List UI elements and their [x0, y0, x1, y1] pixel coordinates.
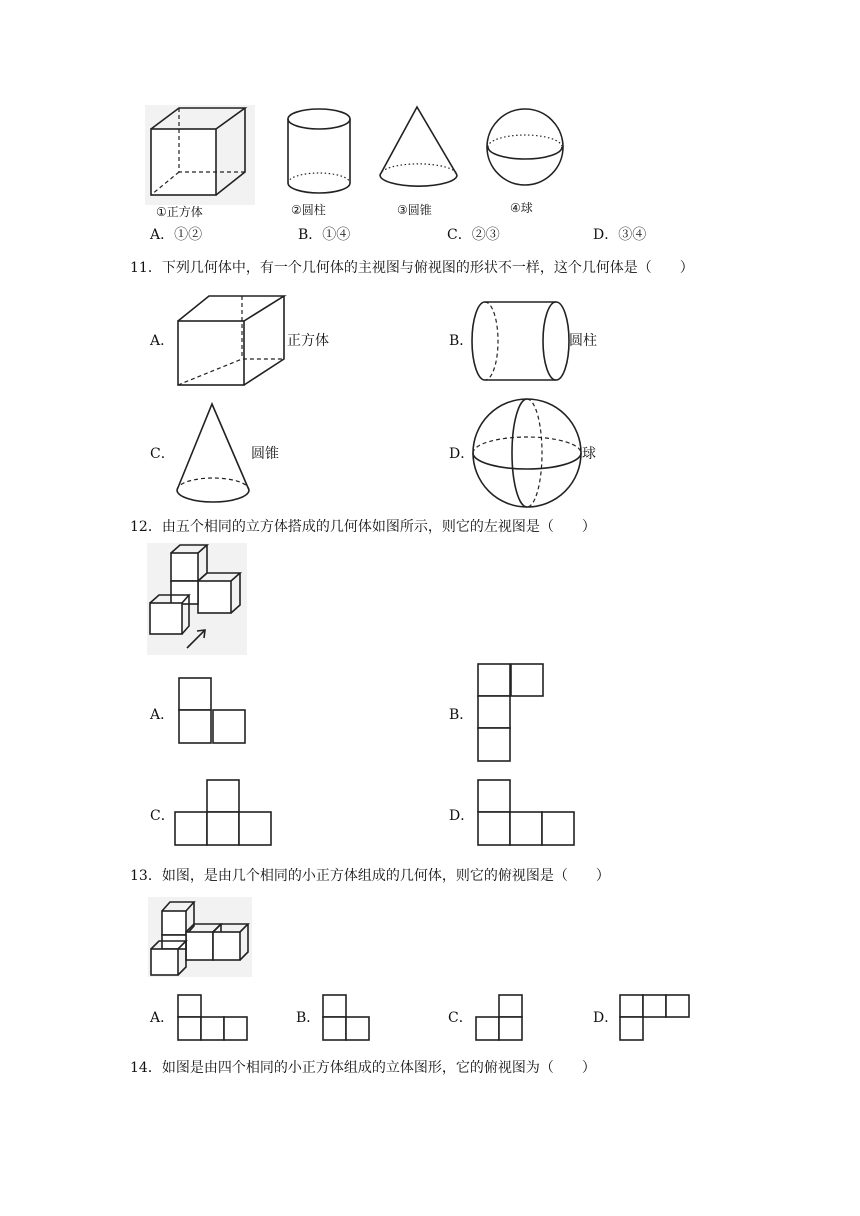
question-13-text: 13．如图，是由几个相同的小正方体组成的几何体，则它的俯视图是（ ） [130, 868, 610, 884]
q13-option-d-letter[interactable]: D． [593, 1010, 619, 1026]
q12-solid-figure [147, 543, 247, 655]
option-letter: C． [447, 227, 472, 243]
q12-option-d-letter[interactable]: D． [449, 808, 475, 824]
q12-option-a-figure [178, 677, 248, 745]
q13-option-b-letter[interactable]: B． [296, 1010, 321, 1026]
caption-cube: ①正方体 [156, 205, 203, 219]
q12-option-c-figure [174, 779, 274, 847]
q12-option-a-letter[interactable]: A． [150, 707, 175, 723]
q11-cone-figure [174, 401, 254, 505]
q11-cube-figure [176, 294, 288, 388]
q11-option-a-label: 正方体 [287, 333, 329, 349]
question-11-text: 11．下列几何体中，有一个几何体的主视图与俯视图的形状不一样，这个几何体是（ ） [130, 260, 694, 276]
q12-option-b-figure [477, 663, 547, 763]
cylinder-figure [285, 105, 355, 200]
q13-solid-figure [148, 897, 252, 977]
q11-option-c-letter[interactable]: C． [150, 446, 175, 462]
intro-option-a[interactable] [150, 226, 202, 244]
q13-option-a-figure [177, 994, 249, 1042]
cone-figure [375, 105, 465, 195]
q11-cylinder-figure [470, 299, 572, 383]
option-text: ②③ [471, 227, 500, 243]
q12-option-c-letter[interactable]: C． [150, 808, 175, 824]
intro-option-c[interactable] [447, 226, 500, 244]
intro-option-b[interactable] [298, 226, 350, 244]
q13-option-c-figure [475, 994, 525, 1042]
caption-cylinder: ②圆柱 [291, 203, 326, 217]
question-12-text: 12．由五个相同的立方体搭成的几何体如图所示，则它的左视图是（ ） [130, 519, 596, 535]
cube-figure [145, 105, 255, 205]
q13-option-b-figure [322, 994, 372, 1042]
q11-option-b-letter[interactable]: B． [449, 333, 474, 349]
option-letter: D． [593, 227, 619, 243]
intro-option-d[interactable] [593, 226, 646, 244]
q11-option-d-label: 球 [582, 446, 596, 462]
q13-option-a-letter[interactable]: A． [150, 1010, 175, 1026]
q12-option-b-letter[interactable]: B． [449, 707, 474, 723]
q11-option-c-label: 圆锥 [251, 446, 279, 462]
q11-option-a-letter[interactable]: A． [150, 333, 175, 349]
q13-option-c-letter[interactable]: C． [448, 1010, 473, 1026]
q11-sphere-figure [471, 397, 583, 511]
option-text: ①④ [322, 227, 351, 243]
q13-option-d-figure [619, 994, 691, 1042]
option-text: ③④ [618, 227, 647, 243]
option-text: ①② [174, 227, 203, 243]
caption-cone: ③圆锥 [397, 203, 432, 217]
caption-sphere: ④球 [510, 201, 533, 215]
question-14-text: 14．如图是由四个相同的小正方体组成的立体图形，它的俯视图为（ ） [130, 1060, 596, 1076]
q12-option-d-figure [477, 779, 577, 847]
option-letter: A． [150, 227, 175, 243]
sphere-figure [485, 105, 570, 195]
option-letter: B． [298, 227, 323, 243]
q11-option-d-letter[interactable]: D． [449, 446, 475, 462]
q11-option-b-label: 圆柱 [569, 333, 597, 349]
